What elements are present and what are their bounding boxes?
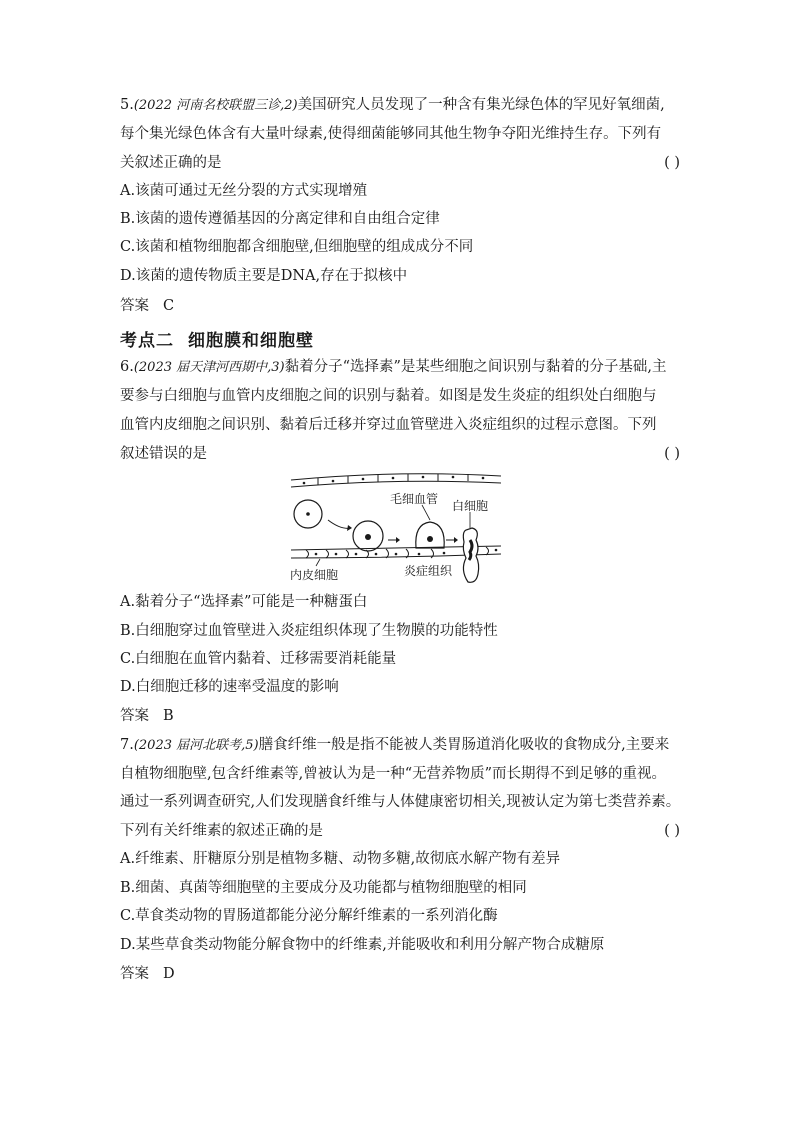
q6-stem-line-2: 要参与白细胞与血管内皮细胞之间的识别与黏着。如图是发生炎症的组织处白细胞与 bbox=[120, 388, 657, 404]
label-capillary: 毛细血管 bbox=[390, 492, 439, 506]
q6-option-d: D.白细胞迁移的速率受温度的影响 bbox=[120, 679, 339, 695]
q5-answer-value: C bbox=[163, 298, 175, 314]
q6-answer-value: B bbox=[163, 708, 174, 724]
leukocyte-rolling bbox=[353, 521, 383, 551]
q7-option-b: B.细菌、真菌等细胞壁的主要成分及功能都与植物细胞壁的相同 bbox=[120, 880, 527, 896]
q7-answer: 答案 D bbox=[120, 966, 175, 982]
leukocyte-adhered bbox=[416, 522, 444, 548]
q6-answer: 答案 B bbox=[120, 708, 174, 724]
label-endothelium: 内皮细胞 bbox=[290, 568, 339, 582]
q5-option-a: A.该菌可通过无丝分裂的方式实现增殖 bbox=[120, 183, 368, 199]
leukocyte-floating bbox=[294, 500, 322, 528]
label-inflamed-tissue: 炎症组织 bbox=[404, 564, 453, 578]
q6-option-a: A.黏着分子“选择素”可能是一种糖蛋白 bbox=[120, 594, 368, 610]
q7-answer-value: D bbox=[163, 966, 175, 982]
q5-stem-line-1: 5.(2022 河南名校联盟三诊,2)美国研究人员发现了一种含有集光绿色体的罕见好氧细菌, bbox=[120, 97, 665, 113]
leukocyte-transmigrating bbox=[463, 528, 478, 582]
q5-option-b: B.该菌的遗传遵循基因的分离定律和自由组合定律 bbox=[120, 211, 440, 227]
q6-option-c: C.白细胞在血管内黏着、迁移需要消耗能量 bbox=[120, 651, 397, 667]
label-leukocyte: 白细胞 bbox=[452, 499, 489, 513]
q6-answer-bracket: ( ) bbox=[664, 446, 680, 462]
q5-answer: 答案 C bbox=[120, 298, 175, 314]
section-heading: 考点二 细胞膜和细胞壁 bbox=[120, 331, 314, 351]
q7-stem-line-4: 下列有关纤维素的叙述正确的是 ( ) bbox=[120, 823, 680, 839]
q7-number: 7. bbox=[120, 737, 134, 753]
q5-source: (2022 河南名校联盟三诊,2) bbox=[133, 98, 298, 113]
q6-stem-line-4: 叙述错误的是 ( ) bbox=[120, 446, 680, 462]
q5-number: 5. bbox=[120, 97, 134, 113]
arrow-icon bbox=[328, 520, 351, 528]
q5-stem-line-3: 关叙述正确的是 ( ) bbox=[120, 155, 680, 171]
q7-stem-line-2: 自植物细胞壁,包含纤维素等,曾被认为是一种“无营养物质”而长期得不到足够的重视。 bbox=[120, 766, 667, 782]
q7-answer-bracket: ( ) bbox=[664, 823, 680, 839]
q5-option-d: D.该菌的遗传物质主要是DNA,存在于拟核中 bbox=[120, 268, 408, 284]
leukocyte-migration-figure bbox=[286, 470, 508, 588]
q7-option-d: D.某些草食类动物能分解食物中的纤维素,并能吸收和利用分解产物合成糖原 bbox=[120, 937, 605, 953]
q7-option-a: A.纤维素、肝糖原分别是植物多糖、动物多糖,故彻底水解产物有差异 bbox=[120, 851, 561, 867]
q6-option-b: B.白细胞穿过血管壁进入炎症组织体现了生物膜的功能特性 bbox=[120, 623, 498, 639]
q6-number: 6. bbox=[120, 359, 134, 375]
q7-source: (2023 届河北联考,5) bbox=[133, 738, 259, 753]
q7-option-c: C.草食类动物的胃肠道都能分泌分解纤维素的一系列消化酶 bbox=[120, 908, 498, 924]
q7-stem-line-1: 7.(2023 届河北联考,5)膳食纤维一般是指不能被人类胃肠道消化吸收的食物成分,主要来 bbox=[120, 737, 670, 753]
q6-stem-line-3: 血管内皮细胞之间识别、黏着后迁移并穿过血管壁进入炎症组织的过程示意图。下列 bbox=[120, 417, 657, 433]
q6-stem-line-1: 6.(2023 届天津河西期中,3)黏着分子“选择素”是某些细胞之间识别与黏着的分子基础,主 bbox=[120, 359, 667, 375]
vessel-wall-top bbox=[291, 474, 501, 487]
q6-source: (2023 届天津河西期中,3) bbox=[133, 360, 285, 375]
q7-stem-line-3: 通过一系列调查研究,人们发现膳食纤维与人体健康密切相关,现被认定为第七类营养素。 bbox=[120, 794, 681, 810]
q5-stem-line-2: 每个集光绿色体含有大量叶绿素,使得细菌能够同其他生物争夺阳光维持生存。下列有 bbox=[120, 126, 662, 142]
q5-answer-bracket: ( ) bbox=[664, 155, 680, 171]
q5-option-c: C.该菌和植物细胞都含细胞壁,但细胞壁的组成成分不同 bbox=[120, 239, 474, 255]
